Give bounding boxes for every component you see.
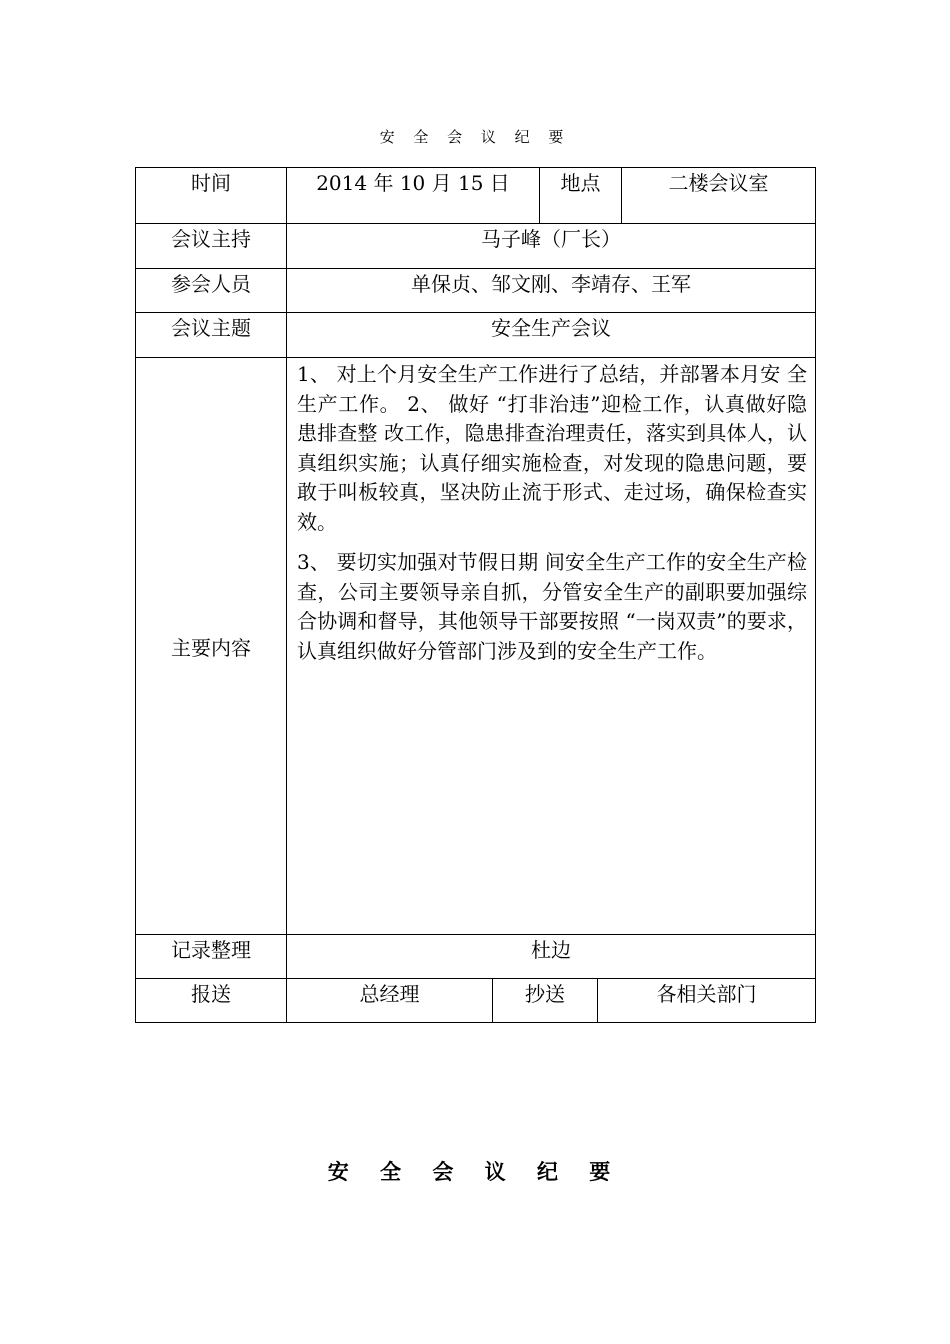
attendees-value: 单保贞、邹文刚、李靖存、王军 bbox=[411, 272, 691, 296]
document-title-bottom: 安 全 会 议 纪 要 bbox=[327, 1159, 623, 1184]
location-value: 二楼会议室 bbox=[668, 171, 769, 195]
document-title-top: 安 全 会 议 纪 要 bbox=[379, 128, 571, 146]
content-paragraph-2: 3、 要切实加强对节假日期 间安全生产工作的安全生产检查，公司主要领导亲自抓，分管安全生产的副职要加强综合协调和督导，其他领导干部要按照 “一岗双责”的要求，认真组织做好分管部门涉及到的安全生产工作。 bbox=[297, 550, 807, 663]
content-row bbox=[136, 358, 816, 935]
report-label: 报送 bbox=[191, 982, 231, 1006]
host-row bbox=[136, 224, 816, 269]
location-label: 地点 bbox=[560, 171, 601, 195]
topic-label: 会议主题 bbox=[171, 316, 251, 340]
recorder-label: 记录整理 bbox=[171, 938, 251, 962]
meeting-minutes-table bbox=[135, 167, 816, 1023]
topic-row bbox=[136, 313, 816, 358]
time-value: 2014 年 10 月 15 日 bbox=[316, 171, 510, 195]
time-label: 时间 bbox=[191, 171, 231, 195]
cc-label: 抄送 bbox=[525, 982, 565, 1006]
topic-value: 安全生产会议 bbox=[491, 316, 611, 340]
report-value: 总经理 bbox=[359, 982, 420, 1006]
content-label: 主要内容 bbox=[171, 635, 251, 660]
attendees-label: 参会人员 bbox=[171, 272, 251, 296]
location-value-cell bbox=[622, 168, 816, 224]
cc-value: 各相关部门 bbox=[656, 982, 757, 1006]
content-paragraph-1: 1、 对上个月安全生产工作进行了总结，并部署本月安 全生产工作。 2、 做好 “打非治违”迎检工作，认真做好隐患排查整 改工作，隐患排查治理责任，落实到具体人，认真组织实施；认真仔细实施检查，对发现的隐患问题，要敢于叫板较真，坚决防止流于形式、走过场，确保检查实效。 bbox=[297, 362, 807, 534]
recorder-row bbox=[136, 935, 816, 979]
host-label: 会议主持 bbox=[171, 227, 251, 251]
content-body bbox=[287, 358, 815, 666]
time-label-cell bbox=[136, 168, 287, 224]
time-row bbox=[136, 168, 816, 224]
recorder-value: 杜边 bbox=[531, 938, 571, 962]
location-label-cell bbox=[540, 168, 622, 224]
distribution-row bbox=[136, 979, 816, 1023]
attendees-row bbox=[136, 269, 816, 313]
host-value: 马子峰（厂长） bbox=[481, 227, 621, 251]
time-value-cell bbox=[287, 168, 540, 224]
